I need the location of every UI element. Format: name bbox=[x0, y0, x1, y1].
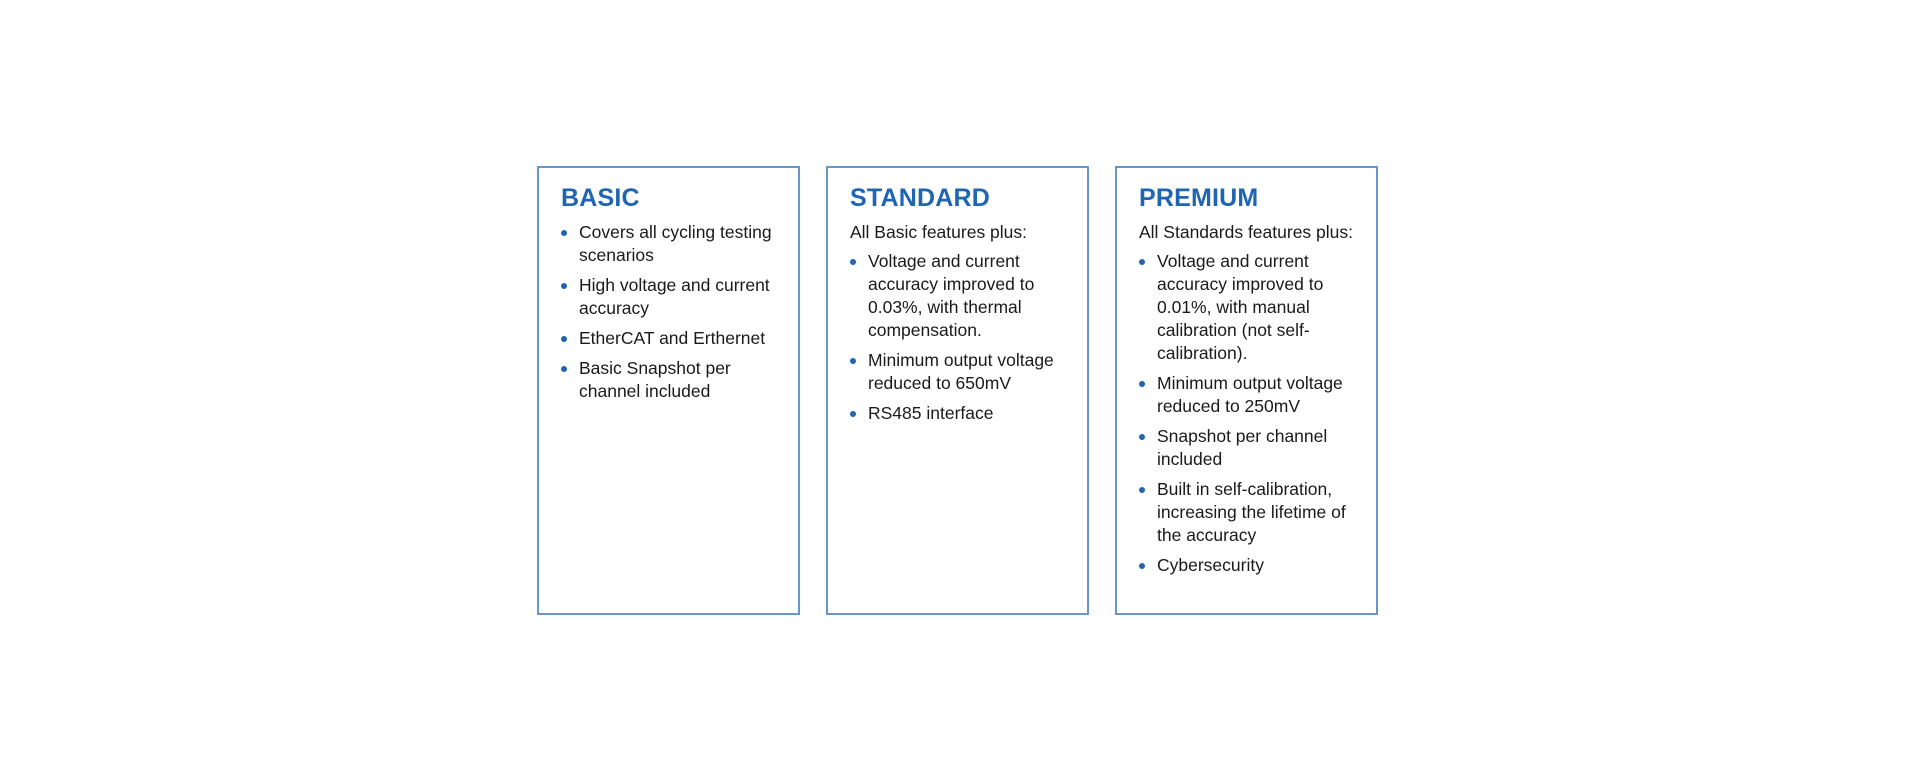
feature-item bbox=[561, 357, 778, 403]
feature-list bbox=[561, 221, 778, 403]
bullet-icon bbox=[1139, 434, 1145, 440]
bullet-icon bbox=[850, 358, 856, 364]
tier-title: STANDARD bbox=[850, 184, 991, 212]
tier-card-premium bbox=[1115, 166, 1378, 615]
bullet-icon bbox=[561, 283, 567, 289]
tier-intro: All Standards features plus: bbox=[1139, 221, 1354, 242]
feature-item bbox=[1139, 554, 1356, 577]
feature-list bbox=[1139, 250, 1356, 577]
feature-text: Minimum output voltage reduced to 650mV bbox=[868, 349, 1054, 393]
tier-title: BASIC bbox=[561, 184, 640, 212]
bullet-icon bbox=[1139, 381, 1145, 387]
feature-text: High voltage and current accuracy bbox=[579, 274, 770, 318]
bullet-icon bbox=[850, 411, 856, 417]
feature-item bbox=[561, 274, 778, 320]
feature-item bbox=[1139, 372, 1356, 418]
tier-intro: All Basic features plus: bbox=[850, 221, 1028, 242]
feature-item bbox=[1139, 425, 1356, 471]
feature-item bbox=[850, 402, 1067, 425]
bullet-icon bbox=[561, 336, 567, 342]
feature-text: Built in self-calibration, increasing the lifetime of the accuracy bbox=[1157, 478, 1346, 545]
feature-text: Minimum output voltage reduced to 250mV bbox=[1157, 372, 1343, 416]
feature-list bbox=[850, 250, 1067, 425]
bullet-icon bbox=[561, 230, 567, 236]
bullet-icon bbox=[561, 366, 567, 372]
feature-text: Voltage and current accuracy improved to 0.03%, with thermal compensation. bbox=[868, 250, 1035, 340]
feature-text: Covers all cycling testing scenarios bbox=[579, 221, 772, 265]
feature-item bbox=[561, 221, 778, 267]
feature-text: Snapshot per channel included bbox=[1157, 425, 1328, 469]
feature-item bbox=[850, 349, 1067, 395]
bullet-icon bbox=[1139, 259, 1145, 265]
tier-title: PREMIUM bbox=[1139, 184, 1259, 212]
feature-text: Voltage and current accuracy improved to 0.01%, with manual calibration (not self-calibration). bbox=[1157, 250, 1324, 363]
tier-cards bbox=[537, 166, 1378, 615]
feature-item bbox=[850, 250, 1067, 342]
bullet-icon bbox=[1139, 563, 1145, 569]
feature-text: Basic Snapshot per channel included bbox=[579, 357, 731, 401]
feature-item bbox=[1139, 250, 1356, 365]
feature-text: RS485 interface bbox=[868, 402, 994, 423]
feature-item bbox=[561, 327, 778, 350]
feature-item bbox=[1139, 478, 1356, 547]
bullet-icon bbox=[850, 259, 856, 265]
feature-text: EtherCAT and Erthernet bbox=[579, 327, 766, 348]
tier-card-basic bbox=[537, 166, 800, 615]
tier-card-standard bbox=[826, 166, 1089, 615]
bullet-icon bbox=[1139, 487, 1145, 493]
feature-text: Cybersecurity bbox=[1157, 554, 1264, 575]
